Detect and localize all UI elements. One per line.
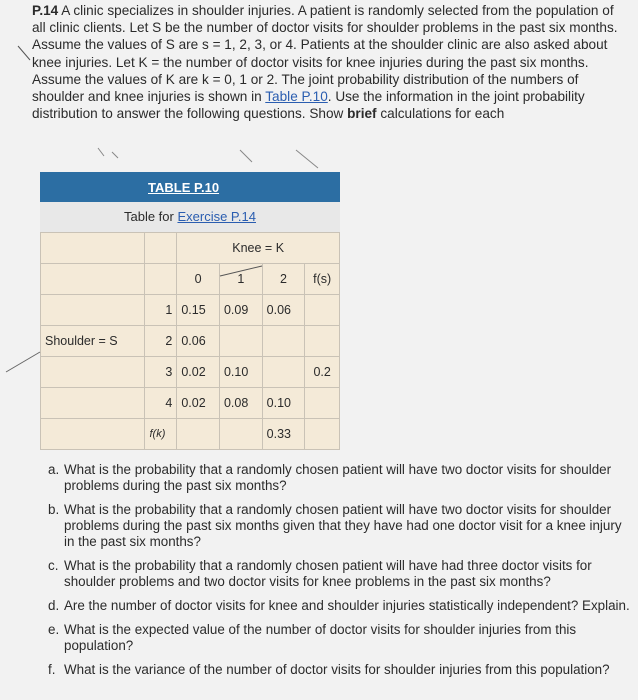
- question-text: What is the probability that a randomly chosen patient will have two doctor visits for shoulder problems during the past six months given that they have had one doctor visit for a knee injury in the past six months?: [64, 502, 622, 549]
- list-item: [48, 462, 634, 494]
- list-item: [48, 598, 634, 614]
- row-label-s2: 2: [145, 326, 177, 357]
- question-text: Are the number of doctor visits for knee and shoulder injuries statistically independent? Explain.: [64, 598, 630, 613]
- question-label: d.: [48, 598, 60, 613]
- question-label: e.: [48, 622, 60, 637]
- cell-s3-fs: 0.2: [305, 357, 340, 388]
- cell-s4-fs: [305, 388, 340, 419]
- table-row: [41, 388, 340, 419]
- list-item: [48, 502, 634, 550]
- col-header-0: 0: [177, 264, 220, 295]
- cell-s3-k2: [262, 357, 305, 388]
- cell-fk-0: [177, 419, 220, 450]
- fk-label: f(k): [145, 419, 177, 450]
- question-label: a.: [48, 462, 60, 477]
- col-header-fs: f(s): [305, 264, 340, 295]
- shoulder-label: Shoulder = S: [41, 326, 145, 357]
- question-text: What is the variance of the number of doctor visits for shoulder injuries from this population?: [64, 662, 610, 677]
- question-text: What is the expected value of the number of doctor visits for shoulder injuries from this population?: [64, 622, 577, 653]
- table-subtitle: [40, 202, 340, 232]
- col-header-1: 1: [219, 264, 262, 295]
- cell-s1-k2: 0.06: [262, 295, 305, 326]
- list-item: [48, 622, 634, 654]
- list-item: [48, 558, 634, 590]
- cell-fk-2: 0.33: [262, 419, 305, 450]
- table-title: TABLE P.10: [40, 172, 340, 202]
- cell-fk-fs: [305, 419, 340, 450]
- cell-s1-k0: 0.15: [177, 295, 220, 326]
- pen-stroke: [240, 150, 318, 168]
- probability-grid: [40, 232, 340, 450]
- knee-header: Knee = K: [177, 233, 340, 264]
- problem-statement: [32, 2, 630, 122]
- problem-text-after: . Use the information in the joint probability distribution to answer the following questions. Show: [32, 89, 585, 122]
- table-row: [41, 357, 340, 388]
- row-label-s4: 4: [145, 388, 177, 419]
- problem-text: A clinic specializes in shoulder injuries. A patient is randomly selected from the population of all clinic clients. Let S be the number of doctor visits for shoulder problems in the past six months. Assume the values of S are s = 1, 2, 3, or 4. Patients at the shoulder clinic are also asked about knee injuries. Let K = the number of doctor visits for knee injuries during the past six months. Assume the values of K are k = 0, 1 or 2. The joint probability distribution of the numbers of shoulder and knee injuries is shown in: [32, 3, 618, 105]
- row-label-s3: 3: [145, 357, 177, 388]
- pen-stroke: [18, 46, 30, 60]
- table-row: [41, 326, 340, 357]
- problem-number: P.14: [32, 3, 59, 18]
- problem-text-end: calculations for each: [376, 106, 505, 122]
- cell-s2-k0: 0.06: [177, 326, 220, 357]
- pen-stroke: [98, 148, 118, 158]
- cell-s4-k1: 0.08: [219, 388, 262, 419]
- cell-s2-k2: [262, 326, 305, 357]
- table-subtitle-prefix: Table for: [123, 209, 178, 224]
- row-label-s1: 1: [145, 295, 177, 326]
- question-text: What is the probability that a randomly chosen patient will have had three doctor visits for shoulder problems and two doctor visits for knee problems in the past six months?: [64, 558, 592, 589]
- pen-stroke: [6, 352, 40, 372]
- table-reference-link[interactable]: Table P.10: [265, 89, 328, 105]
- cell-s2-fs: [305, 326, 340, 357]
- cell-fk-1: [219, 419, 262, 450]
- question-label: c.: [48, 558, 59, 573]
- cell-s1-k1: 0.09: [219, 295, 262, 326]
- cell-s4-k2: 0.10: [262, 388, 305, 419]
- col-header-2: 2: [262, 264, 305, 295]
- list-item: [48, 662, 634, 678]
- question-list: [48, 462, 634, 686]
- cell-s3-k0: 0.02: [177, 357, 220, 388]
- cell-s4-k0: 0.02: [177, 388, 220, 419]
- question-label: b.: [48, 502, 60, 517]
- table-row: [41, 419, 340, 450]
- joint-distribution-table: [40, 172, 340, 450]
- question-text: What is the probability that a randomly chosen patient will have two doctor visits for shoulder problems during the past six months?: [64, 462, 612, 493]
- table-row: [41, 295, 340, 326]
- brief-emphasis: brief: [347, 106, 377, 122]
- cell-s2-k1: [219, 326, 262, 357]
- cell-s1-fs: [305, 295, 340, 326]
- cell-s3-k1: 0.10: [219, 357, 262, 388]
- exercise-link[interactable]: Exercise P.14: [177, 209, 256, 224]
- question-label: f.: [48, 662, 56, 677]
